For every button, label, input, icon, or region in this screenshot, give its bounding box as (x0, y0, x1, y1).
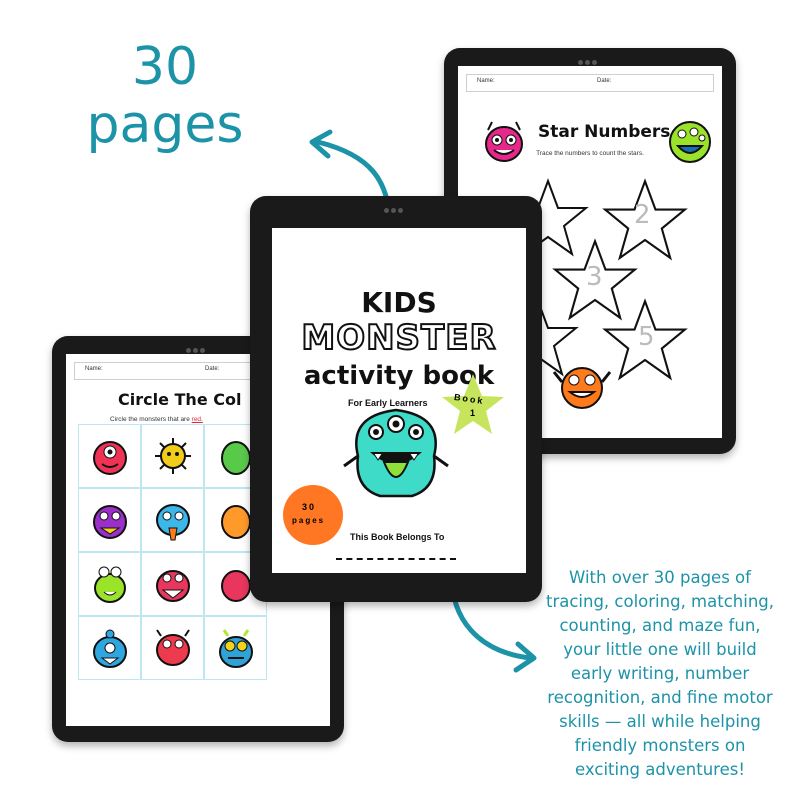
date-label: Date: (597, 78, 612, 84)
grid-cell[interactable] (141, 616, 204, 680)
star-number-5: 5 (638, 322, 655, 352)
cover-subtitle: For Early Learners (348, 398, 428, 408)
grid-cell[interactable] (141, 488, 204, 552)
headline-number: 30 (131, 37, 199, 97)
headline (70, 38, 260, 154)
star-number-2: 2 (634, 200, 651, 230)
badge-book-number: 1 (470, 408, 476, 418)
grid-cell[interactable] (78, 424, 141, 488)
badge-pages-number: 30 (302, 502, 317, 512)
instruction-prefix: Circle the monsters that are (110, 416, 190, 423)
lime-monster-icon (88, 562, 132, 606)
cover-screen (272, 228, 526, 573)
star-number-3: 3 (586, 262, 603, 292)
yellow-monster-icon (151, 434, 195, 478)
blue-monster-icon (151, 498, 195, 542)
badge-pages-word: pages (292, 516, 326, 525)
red-monster-icon (151, 626, 195, 670)
grid-cell[interactable] (204, 616, 267, 680)
headline-word: pages (86, 95, 244, 155)
cover-line-activity-book: activity book (303, 361, 495, 391)
blue-monster-icon (214, 626, 258, 670)
pink-monster-icon (480, 118, 528, 164)
sheet-instruction: Trace the numbers to count the stars. (536, 150, 644, 157)
green-monster-icon (664, 114, 716, 168)
instruction-color-word: red. (191, 416, 203, 423)
red-monster-icon (88, 434, 132, 478)
name-write-line[interactable] (336, 558, 456, 560)
purple-monster-icon (88, 498, 132, 542)
pages-count-circle-badge (282, 484, 344, 546)
tablet-cover (250, 196, 542, 602)
cover-line-kids: KIDS (361, 286, 437, 319)
camera-icon (185, 340, 211, 346)
description-text: With over 30 pages of tracing, coloring, matching, counting, and maze fun, your little one will build early writing, number recognition, and fine motor skills — all while helping friendly monsters on exciting adventures! (545, 568, 775, 779)
grid-cell[interactable] (141, 424, 204, 488)
grid-cell[interactable] (78, 616, 141, 680)
name-label: Name: (477, 78, 495, 84)
camera-icon (577, 52, 603, 58)
badge-book-word: Book (453, 391, 486, 407)
sheet-instruction (110, 416, 203, 423)
cover-line-monster: MONSTER (301, 318, 497, 358)
grid-cell[interactable] (141, 552, 204, 616)
grid-cell[interactable] (78, 552, 141, 616)
date-label: Date: (205, 366, 220, 372)
red-monster-icon (151, 562, 195, 606)
worksheet-header (466, 74, 714, 92)
blue-monster-icon (88, 626, 132, 670)
sheet-title: Circle The Col (118, 390, 242, 409)
camera-icon (383, 200, 409, 206)
orange-monster-icon (552, 356, 612, 416)
name-label: Name: (85, 366, 103, 372)
sheet-title: Star Numbers (538, 122, 671, 142)
cover-belongs-label: This Book Belongs To (350, 532, 445, 542)
grid-cell[interactable] (78, 488, 141, 552)
teal-monster-icon (338, 396, 454, 504)
